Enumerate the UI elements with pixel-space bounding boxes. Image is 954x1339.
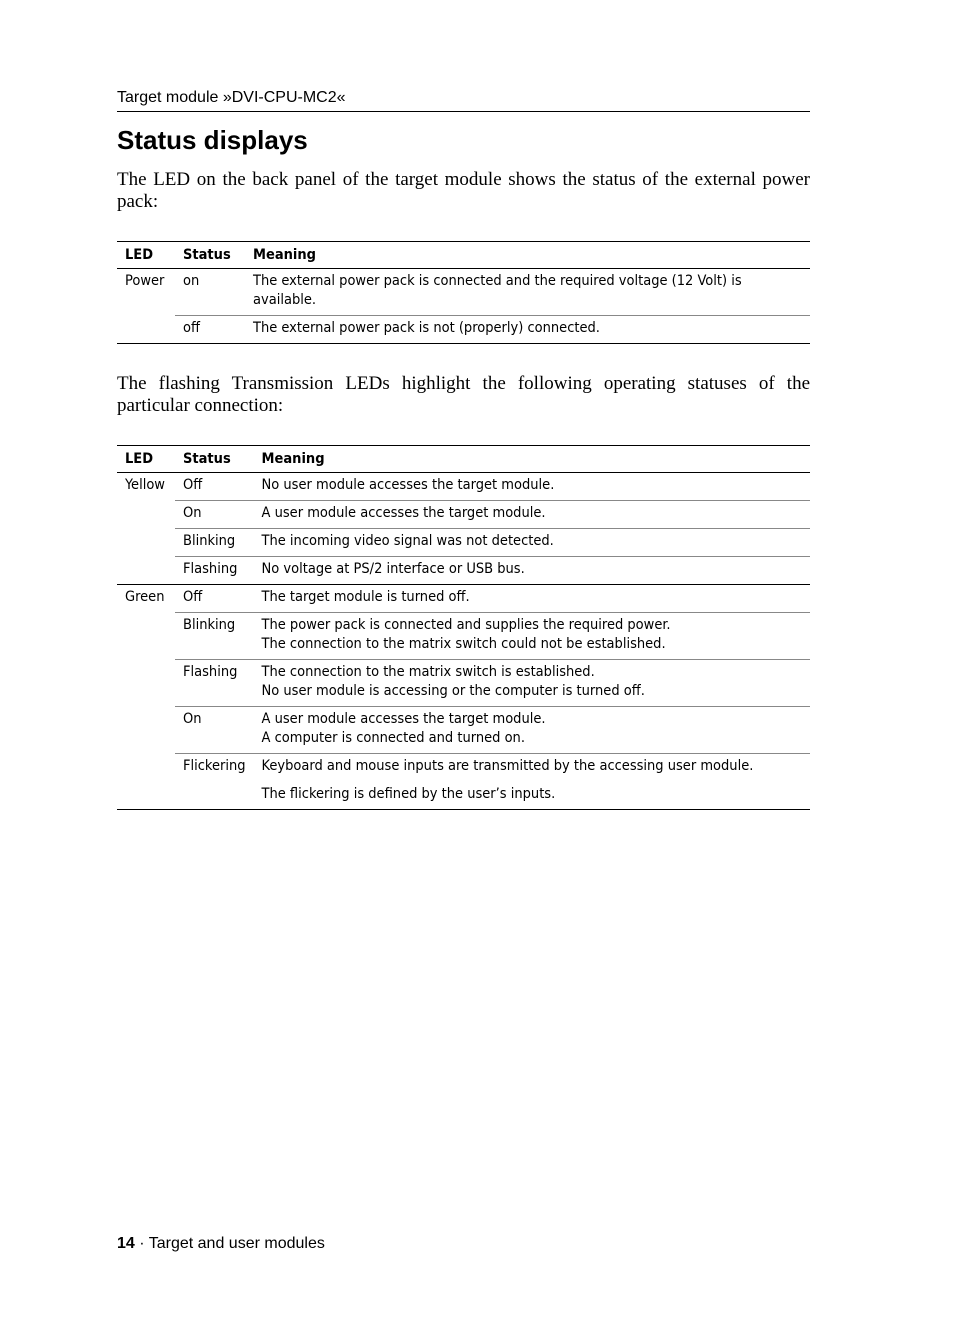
status-cell: Blinking [175,529,254,557]
status-cell: Flickering [175,754,254,810]
meaning-cell [254,754,810,810]
status-cell: On [175,707,254,754]
table-row [117,316,810,344]
meaning-cell [254,707,810,754]
status-cell: Off [175,473,254,501]
table-row [117,613,810,660]
table-row [117,269,810,316]
intro-paragraph-1: The LED on the back panel of the target module shows the status of the external power pack: [117,169,810,212]
meaning-line: No user module is accessing or the computer is turned off. [261,683,645,699]
running-header: Target module »DVI-CPU-MC2« [117,89,810,112]
meaning-cell: No user module accesses the target module. [254,473,810,501]
led-cell-power: Power [117,269,175,344]
status-cell: Off [175,585,254,613]
meaning-cell: The external power pack is not (properly) connected. [245,316,810,344]
meaning-line: A user module accesses the target module. [261,711,546,727]
table-row [117,501,810,529]
meaning-line: A computer is connected and turned on. [261,730,525,746]
meaning-line: Keyboard and mouse inputs are transmitted by the accessing user module. [261,758,754,774]
meaning-cell: The target module is turned off. [254,585,810,613]
status-cell: on [175,269,245,316]
meaning-line: The connection to the matrix switch is established. [261,664,595,680]
page-footer [117,1235,325,1253]
led-cell-green: Green [117,585,175,810]
meaning-line: The power pack is connected and supplies the required power. [261,617,671,633]
column-header-meaning: Meaning [254,446,810,473]
table-row [117,754,810,810]
table-row [117,473,810,501]
column-header-led: LED [117,242,175,269]
chapter-title: Target and user modules [148,1235,325,1252]
status-cell: Flashing [175,557,254,585]
column-header-status: Status [175,242,245,269]
meaning-line: The connection to the matrix switch could not be established. [261,636,666,652]
led-cell-yellow: Yellow [117,473,175,585]
table-row [117,585,810,613]
meaning-cell: The incoming video signal was not detected. [254,529,810,557]
intro-paragraph-2: The flashing Transmission LEDs highlight the following operating statuses of the particular connection: [117,373,810,416]
meaning-cell [254,613,810,660]
page-number: 14 [117,1235,135,1252]
table-row [117,529,810,557]
meaning-cell: No voltage at PS/2 interface or USB bus. [254,557,810,585]
status-cell: off [175,316,245,344]
status-cell: Flashing [175,660,254,707]
meaning-cell [254,660,810,707]
table-header-row [117,446,810,473]
column-header-status: Status [175,446,254,473]
section-title: Status displays [117,125,308,155]
status-cell: On [175,501,254,529]
meaning-cell: The external power pack is connected and the required voltage (12 Volt) is available. [245,269,810,316]
table-header-row [117,242,810,269]
column-header-led: LED [117,446,175,473]
meaning-cell: A user module accesses the target module. [254,501,810,529]
meaning-line: The flickering is defined by the user’s inputs. [261,786,556,802]
column-header-meaning: Meaning [245,242,810,269]
footer-separator: · [134,1235,149,1252]
power-led-table [117,241,810,344]
status-cell: Blinking [175,613,254,660]
transmission-led-table [117,445,810,810]
table-row [117,660,810,707]
table-row [117,707,810,754]
table-row [117,557,810,585]
